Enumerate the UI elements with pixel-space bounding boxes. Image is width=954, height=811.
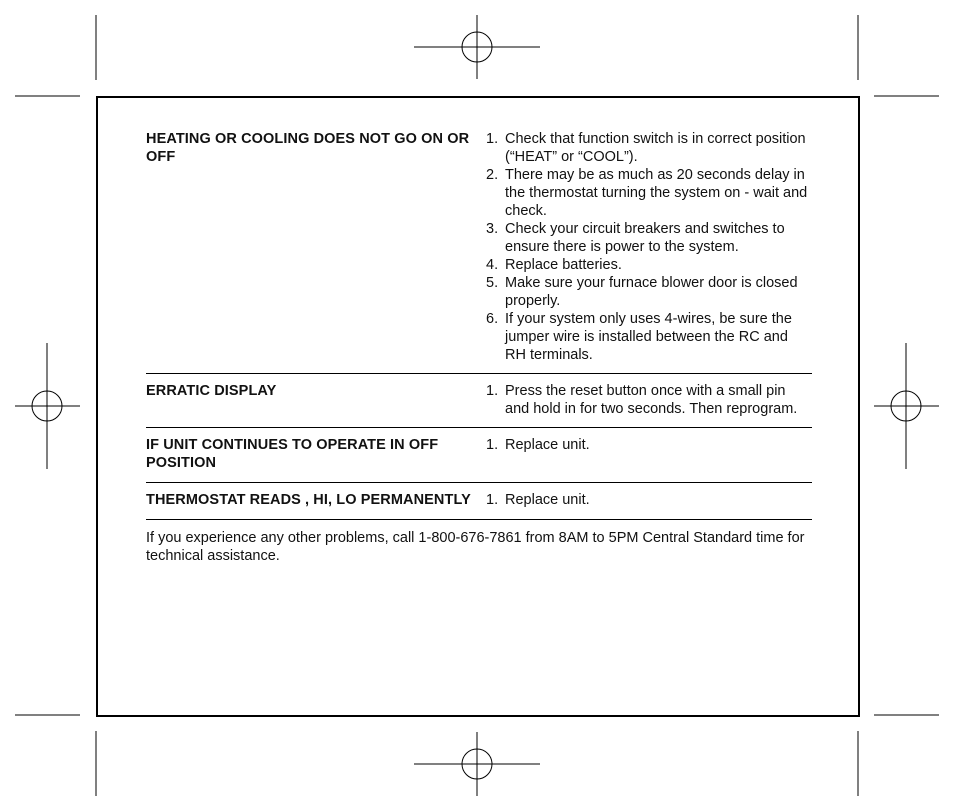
registration-mark-top bbox=[414, 15, 540, 79]
table-row bbox=[146, 483, 812, 520]
list-item: 3. Check your circuit breakers and switches to ensure there is power to the system. bbox=[486, 221, 785, 255]
list-item: 1. Replace unit. bbox=[486, 492, 590, 508]
table-row bbox=[146, 374, 812, 428]
registration-mark-left bbox=[15, 343, 80, 469]
problem-label: HEATING OR COOLING DOES NOT GO ON OR OFF bbox=[146, 131, 470, 165]
registration-mark-right bbox=[874, 343, 939, 469]
troubleshooting-table bbox=[146, 130, 812, 580]
table-row bbox=[146, 428, 812, 483]
list-item: 4. Replace batteries. bbox=[486, 257, 622, 273]
list-item: 6. If your system only uses 4-wires, be sure the jumper wire is installed between the RC and RH terminals. bbox=[486, 311, 792, 363]
registration-mark-bottom bbox=[414, 732, 540, 796]
problem-label: THERMOSTAT READS , HI, LO PERMANENTLY bbox=[146, 492, 471, 508]
solution-list bbox=[486, 382, 812, 418]
solution-list bbox=[486, 130, 812, 364]
problem-label: IF UNIT CONTINUES TO OPERATE IN OFF POSITION bbox=[146, 437, 439, 471]
support-contact-note: If you experience any other problems, call 1-800-676-7861 from 8AM to 5PM Central Standard time for technical assistance. bbox=[146, 530, 805, 564]
list-item: 1. Press the reset button once with a small pin and hold in for two seconds. Then reprogram. bbox=[486, 383, 798, 417]
list-item: 5. Make sure your furnace blower door is closed properly. bbox=[486, 275, 798, 309]
problem-label: ERRATIC DISPLAY bbox=[146, 383, 277, 399]
solution-list bbox=[486, 436, 812, 472]
list-item: 1. Check that function switch is in correct position (“HEAT” or “COOL”). bbox=[486, 131, 806, 165]
solution-list bbox=[486, 491, 812, 509]
table-row bbox=[146, 130, 812, 374]
list-item: 1. Replace unit. bbox=[486, 437, 590, 453]
list-item: 2. There may be as much as 20 seconds delay in the thermostat turning the system on - wait and check. bbox=[486, 167, 808, 219]
